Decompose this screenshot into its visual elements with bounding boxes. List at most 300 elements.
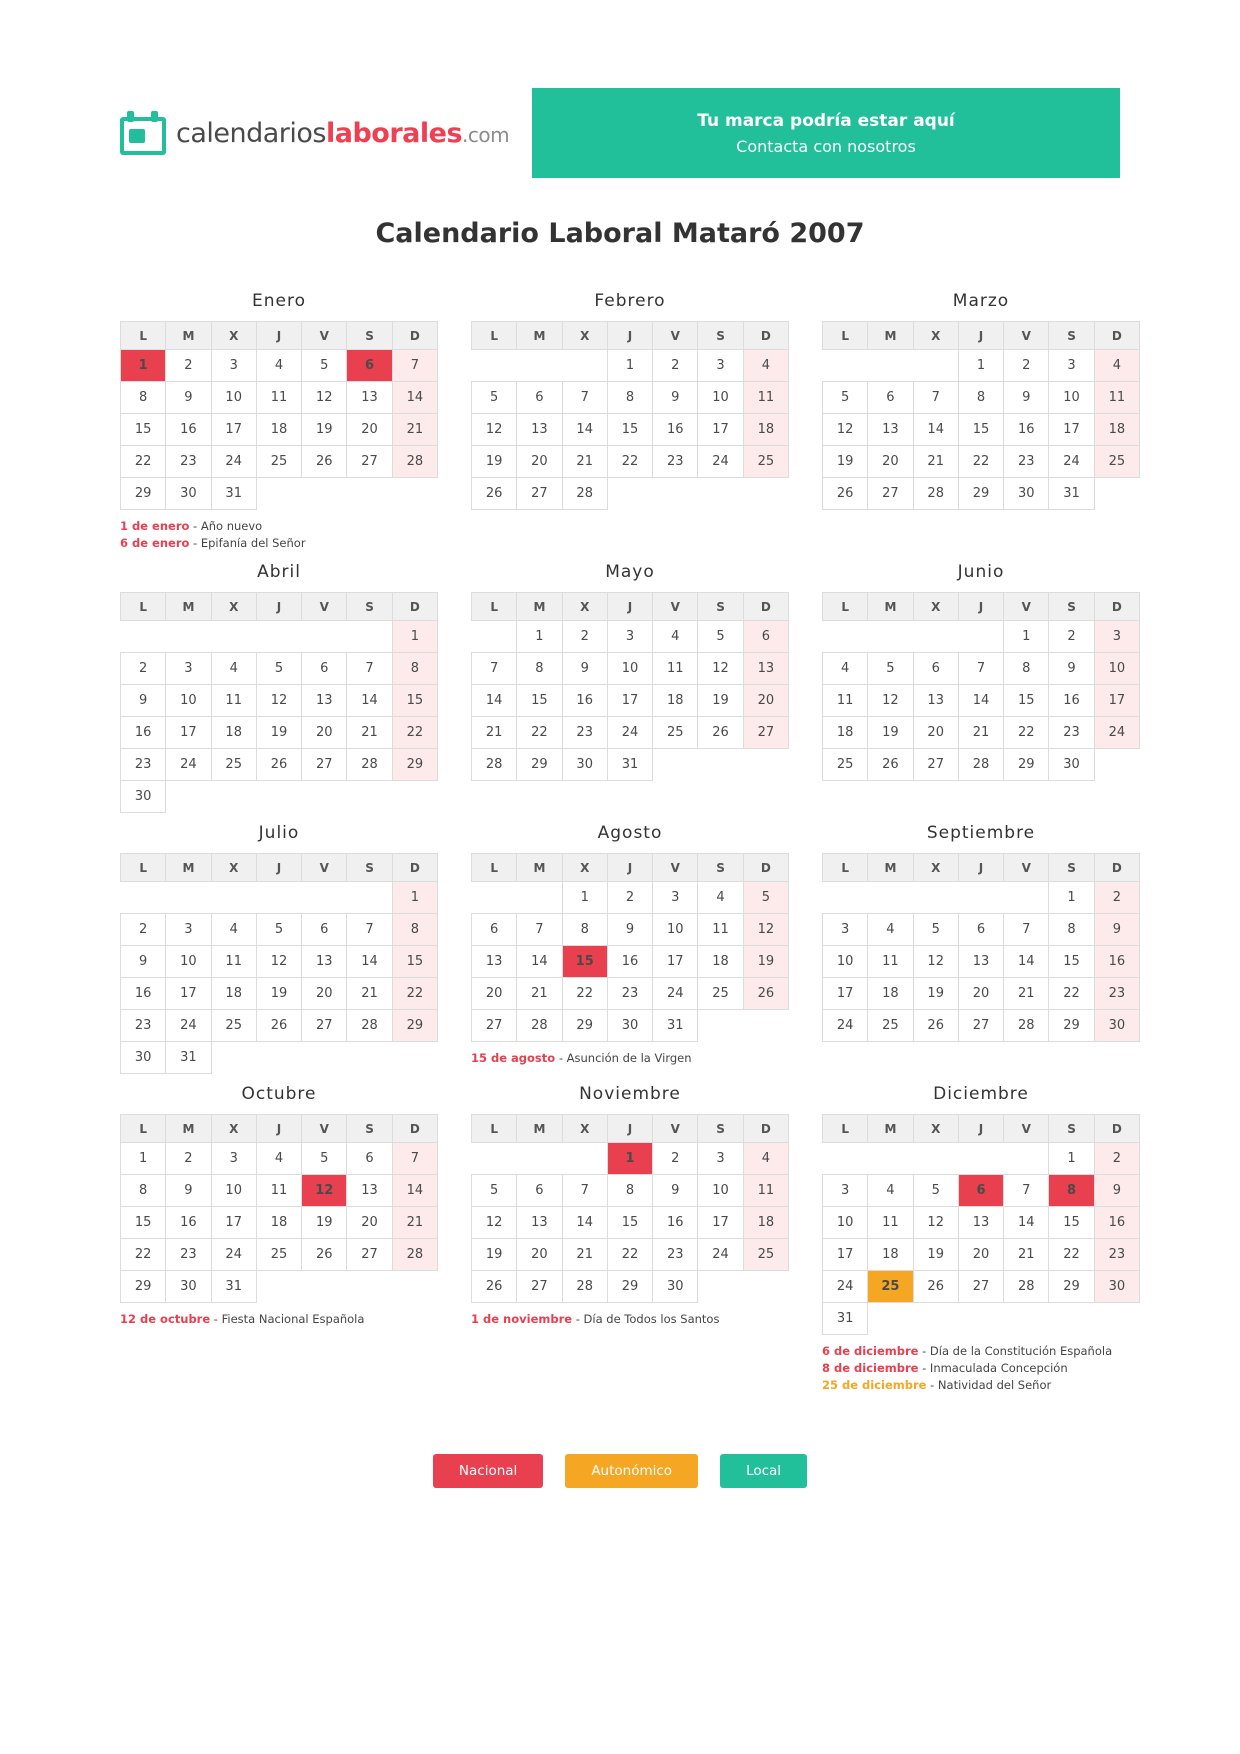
- page-header: [120, 0, 1120, 178]
- week-row: [472, 382, 789, 414]
- day-cell: 16: [1049, 685, 1094, 717]
- day-cell: 10: [166, 946, 211, 978]
- week-row: [121, 781, 438, 813]
- day-cell: 19: [868, 717, 913, 749]
- day-cell: 8: [607, 382, 652, 414]
- week-row: [121, 1175, 438, 1207]
- day-cell-sunday: 18: [1094, 414, 1139, 446]
- day-cell-empty: [166, 882, 211, 914]
- day-cell-empty: [472, 882, 517, 914]
- weekday-header: J: [607, 854, 652, 882]
- weekday-header: V: [1004, 854, 1049, 882]
- day-cell: 15: [607, 414, 652, 446]
- day-cell: 13: [347, 382, 392, 414]
- day-cell-empty: [211, 1042, 256, 1074]
- day-cell: 10: [211, 1175, 256, 1207]
- day-cell: 26: [472, 478, 517, 510]
- month-row: [120, 291, 1126, 552]
- day-cell-sunday: 16: [1094, 946, 1139, 978]
- weekday-header: D: [392, 593, 437, 621]
- weekday-header: S: [698, 854, 743, 882]
- weekday-header: S: [347, 854, 392, 882]
- day-cell: 31: [1049, 478, 1094, 510]
- day-cell: 24: [698, 1239, 743, 1271]
- day-cell: 25: [698, 978, 743, 1010]
- week-row: [823, 414, 1140, 446]
- day-cell: 28: [1004, 1010, 1049, 1042]
- weekday-header: L: [121, 322, 166, 350]
- day-cell-sunday: 1: [392, 882, 437, 914]
- day-cell-empty: [517, 1143, 562, 1175]
- day-cell: 18: [256, 414, 301, 446]
- week-row: [823, 446, 1140, 478]
- weekday-header: S: [698, 593, 743, 621]
- day-cell: 16: [607, 946, 652, 978]
- day-cell: 16: [1004, 414, 1049, 446]
- day-cell: 27: [347, 446, 392, 478]
- day-cell: 5: [472, 1175, 517, 1207]
- logo-text-1: calendarios: [176, 117, 326, 149]
- day-cell: 26: [823, 478, 868, 510]
- day-cell: 19: [823, 446, 868, 478]
- legend-item-autonomico[interactable]: Autonómico: [565, 1454, 698, 1488]
- day-cell-sunday: 29: [392, 749, 437, 781]
- holiday-note: [120, 535, 438, 552]
- weekday-header: V: [1004, 593, 1049, 621]
- month-row: [120, 562, 1126, 813]
- day-cell: 26: [256, 1010, 301, 1042]
- day-cell-sunday: 3: [1094, 621, 1139, 653]
- day-cell-sunday: 14: [392, 382, 437, 414]
- month-table: [120, 592, 438, 813]
- day-cell: 12: [256, 685, 301, 717]
- ad-banner[interactable]: [532, 88, 1120, 178]
- day-cell: 10: [823, 946, 868, 978]
- weekday-header: D: [1094, 854, 1139, 882]
- month-block: [120, 562, 438, 813]
- ad-banner-headline: Tu marca podría estar aquí: [697, 110, 955, 131]
- holiday-note-text: - Fiesta Nacional Española: [210, 1312, 365, 1326]
- day-cell: 15: [1004, 685, 1049, 717]
- day-cell-empty: [743, 1271, 788, 1303]
- weekday-header: X: [562, 593, 607, 621]
- day-cell: 3: [211, 1143, 256, 1175]
- day-cell: 13: [517, 1207, 562, 1239]
- day-cell-sunday: 29: [392, 1010, 437, 1042]
- day-cell: 24: [1049, 446, 1094, 478]
- day-cell: 1: [562, 882, 607, 914]
- day-cell: 15: [517, 685, 562, 717]
- day-cell: 29: [121, 478, 166, 510]
- day-cell-empty: [1004, 1143, 1049, 1175]
- month-block: [120, 1084, 438, 1394]
- day-cell-empty: [698, 478, 743, 510]
- logo-text-3: .com: [462, 122, 510, 147]
- day-cell-empty: [392, 1271, 437, 1303]
- week-row: [472, 946, 789, 978]
- day-cell-sunday: 18: [743, 414, 788, 446]
- day-cell-empty: [823, 1143, 868, 1175]
- day-cell-sunday: 12: [743, 914, 788, 946]
- site-logo[interactable]: [120, 111, 520, 155]
- day-cell: 24: [698, 446, 743, 478]
- day-cell: 27: [302, 749, 347, 781]
- day-cell: 17: [1049, 414, 1094, 446]
- day-cell: 19: [913, 978, 958, 1010]
- weekday-header: D: [743, 1115, 788, 1143]
- day-cell-empty: [1049, 1303, 1094, 1335]
- day-cell-sunday: 11: [743, 382, 788, 414]
- holiday-notes: [471, 1311, 789, 1328]
- day-cell: 13: [913, 685, 958, 717]
- day-cell: 12: [302, 382, 347, 414]
- day-cell: 20: [347, 414, 392, 446]
- day-cell: 29: [1004, 749, 1049, 781]
- day-cell-empty: [121, 882, 166, 914]
- weekday-header: L: [823, 322, 868, 350]
- day-cell: 24: [823, 1010, 868, 1042]
- day-cell: 14: [913, 414, 958, 446]
- legend-item-local[interactable]: Local: [720, 1454, 807, 1488]
- month-name: Mayo: [605, 562, 655, 582]
- day-cell-empty: [868, 882, 913, 914]
- day-cell-sunday: 16: [1094, 1207, 1139, 1239]
- month-table: [120, 853, 438, 1074]
- month-name: Septiembre: [926, 823, 1036, 843]
- day-cell: 29: [517, 749, 562, 781]
- day-cell: 28: [562, 1271, 607, 1303]
- day-cell: 26: [302, 446, 347, 478]
- day-cell-sunday: 21: [392, 414, 437, 446]
- day-cell: 8: [1004, 653, 1049, 685]
- week-row: [121, 1010, 438, 1042]
- day-cell: 29: [562, 1010, 607, 1042]
- day-cell: 3: [166, 653, 211, 685]
- day-cell: 7: [1004, 1175, 1049, 1207]
- day-cell-sunday: 19: [743, 946, 788, 978]
- day-cell-empty: [302, 882, 347, 914]
- day-cell: 27: [347, 1239, 392, 1271]
- weekday-header: J: [256, 1115, 301, 1143]
- weekday-header: J: [958, 1115, 1003, 1143]
- day-cell: 13: [302, 685, 347, 717]
- day-cell: 8: [958, 382, 1003, 414]
- day-cell-empty: [958, 1143, 1003, 1175]
- weekday-header: S: [1049, 854, 1094, 882]
- day-cell-empty: [347, 1042, 392, 1074]
- week-row: [823, 653, 1140, 685]
- day-cell: 3: [211, 350, 256, 382]
- week-row: [472, 1271, 789, 1303]
- day-cell: 25: [823, 749, 868, 781]
- day-cell: 2: [166, 1143, 211, 1175]
- week-row: [121, 478, 438, 510]
- day-cell-empty: [166, 781, 211, 813]
- day-cell: 7: [1004, 914, 1049, 946]
- day-cell: 20: [868, 446, 913, 478]
- day-cell: 28: [1004, 1271, 1049, 1303]
- day-cell: 23: [121, 749, 166, 781]
- day-cell-sunday: 2: [1094, 882, 1139, 914]
- day-cell: 3: [823, 1175, 868, 1207]
- weekday-header: M: [517, 593, 562, 621]
- weekday-header: M: [166, 854, 211, 882]
- month-block: [120, 823, 438, 1074]
- day-cell-sunday: 22: [392, 978, 437, 1010]
- day-cell: 1: [1049, 1143, 1094, 1175]
- day-cell: 15: [958, 414, 1003, 446]
- day-cell: 3: [823, 914, 868, 946]
- day-cell-empty: [472, 350, 517, 382]
- day-cell-sunday: 27: [743, 717, 788, 749]
- day-cell: 22: [607, 1239, 652, 1271]
- weekday-header: V: [653, 593, 698, 621]
- holiday-note-text: - Epifanía del Señor: [189, 536, 306, 550]
- weekday-header: X: [562, 1115, 607, 1143]
- day-cell: 31: [607, 749, 652, 781]
- day-cell: 20: [472, 978, 517, 1010]
- day-cell-empty: [166, 621, 211, 653]
- day-cell: 5: [698, 621, 743, 653]
- day-cell: 2: [1004, 350, 1049, 382]
- month-name: Febrero: [594, 291, 666, 311]
- week-row: [121, 1239, 438, 1271]
- day-cell-sunday: 4: [743, 1143, 788, 1175]
- day-cell: 4: [256, 1143, 301, 1175]
- day-cell: 26: [913, 1271, 958, 1303]
- day-cell: 23: [166, 446, 211, 478]
- weekday-header: J: [256, 322, 301, 350]
- day-cell: 3: [698, 1143, 743, 1175]
- week-row: [823, 1175, 1140, 1207]
- day-cell: 22: [121, 446, 166, 478]
- day-cell-sunday: 7: [392, 350, 437, 382]
- day-cell: 17: [166, 717, 211, 749]
- holiday-note: [822, 1343, 1140, 1360]
- day-cell-empty: [1094, 1303, 1139, 1335]
- month-block: [471, 1084, 789, 1394]
- day-cell: 31: [823, 1303, 868, 1335]
- month-table: [822, 321, 1140, 510]
- day-cell: 11: [256, 1175, 301, 1207]
- week-row: [823, 946, 1140, 978]
- weekday-header: M: [166, 322, 211, 350]
- day-cell: 17: [698, 414, 743, 446]
- calendar-logo-icon: [120, 111, 166, 155]
- week-row: [823, 382, 1140, 414]
- weekday-header: X: [211, 854, 256, 882]
- day-cell: 12: [698, 653, 743, 685]
- month-block: [822, 1084, 1140, 1394]
- weekday-header: X: [562, 322, 607, 350]
- weekday-header: V: [302, 322, 347, 350]
- legend-item-nacional[interactable]: Nacional: [433, 1454, 543, 1488]
- day-cell: 9: [653, 382, 698, 414]
- holiday-note-text: - Día de Todos los Santos: [572, 1312, 720, 1326]
- day-cell: 30: [1049, 749, 1094, 781]
- day-cell: 4: [868, 1175, 913, 1207]
- day-cell: 18: [653, 685, 698, 717]
- day-cell-sunday: 28: [392, 446, 437, 478]
- day-cell: 5: [472, 382, 517, 414]
- day-cell: 28: [958, 749, 1003, 781]
- day-cell-sunday: 23: [1094, 1239, 1139, 1271]
- day-cell: 5: [302, 1143, 347, 1175]
- month-block: [822, 562, 1140, 813]
- day-cell: 21: [1004, 1239, 1049, 1271]
- day-cell: 20: [913, 717, 958, 749]
- day-cell-holiday: 15: [562, 946, 607, 978]
- day-cell: 21: [562, 1239, 607, 1271]
- holiday-note-text: - Año nuevo: [189, 519, 263, 533]
- week-row: [121, 717, 438, 749]
- day-cell: 31: [653, 1010, 698, 1042]
- day-cell: 16: [166, 1207, 211, 1239]
- page-title: Calendario Laboral Mataró 2007: [375, 218, 865, 249]
- weekday-header: J: [607, 322, 652, 350]
- day-cell-sunday: 8: [392, 914, 437, 946]
- month-name: Noviembre: [579, 1084, 681, 1104]
- weekday-header: L: [121, 593, 166, 621]
- day-cell: 24: [166, 749, 211, 781]
- day-cell-sunday: 30: [1094, 1271, 1139, 1303]
- weekday-header: V: [653, 1115, 698, 1143]
- day-cell-empty: [823, 621, 868, 653]
- day-cell: 17: [823, 1239, 868, 1271]
- week-row: [121, 382, 438, 414]
- day-cell-empty: [302, 478, 347, 510]
- day-cell: 28: [562, 478, 607, 510]
- month-table: [120, 1114, 438, 1303]
- month-table: [471, 592, 789, 781]
- day-cell: 2: [653, 1143, 698, 1175]
- day-cell: 19: [302, 414, 347, 446]
- weekday-header: L: [472, 593, 517, 621]
- weekday-header: D: [1094, 593, 1139, 621]
- month-name: Enero: [252, 291, 306, 311]
- day-cell-empty: [653, 749, 698, 781]
- week-row: [121, 1042, 438, 1074]
- weekday-header: X: [913, 593, 958, 621]
- day-cell: 23: [607, 978, 652, 1010]
- holiday-note: [822, 1360, 1140, 1377]
- day-cell: 22: [1049, 978, 1094, 1010]
- day-cell-sunday: 25: [1094, 446, 1139, 478]
- week-row: [823, 882, 1140, 914]
- day-cell-empty: [256, 478, 301, 510]
- day-cell: 19: [256, 717, 301, 749]
- day-cell: 6: [517, 382, 562, 414]
- weekday-header: X: [211, 1115, 256, 1143]
- week-row: [823, 1143, 1140, 1175]
- weekday-header: M: [517, 1115, 562, 1143]
- day-cell: 27: [517, 478, 562, 510]
- day-cell: 16: [166, 414, 211, 446]
- day-cell: 15: [607, 1207, 652, 1239]
- day-cell: 21: [517, 978, 562, 1010]
- day-cell-sunday: 6: [743, 621, 788, 653]
- day-cell: 16: [121, 717, 166, 749]
- week-row: [472, 749, 789, 781]
- week-row: [823, 749, 1140, 781]
- weekday-header: S: [698, 1115, 743, 1143]
- day-cell-sunday: 23: [1094, 978, 1139, 1010]
- day-cell-empty: [698, 1010, 743, 1042]
- day-cell: 9: [166, 1175, 211, 1207]
- day-cell: 11: [868, 946, 913, 978]
- week-row: [472, 621, 789, 653]
- day-cell-empty: [1004, 1303, 1049, 1335]
- weekday-header: S: [347, 322, 392, 350]
- weekday-header: X: [211, 322, 256, 350]
- weekday-header: L: [823, 1115, 868, 1143]
- day-cell: 14: [347, 685, 392, 717]
- weekday-header: S: [1049, 1115, 1094, 1143]
- weekday-header: L: [472, 854, 517, 882]
- day-cell: 27: [958, 1010, 1003, 1042]
- day-cell: 8: [607, 1175, 652, 1207]
- week-row: [823, 1207, 1140, 1239]
- day-cell: 9: [653, 1175, 698, 1207]
- day-cell-empty: [517, 350, 562, 382]
- day-cell: 9: [1049, 653, 1094, 685]
- day-cell: 19: [256, 978, 301, 1010]
- day-cell-sunday: 28: [392, 1239, 437, 1271]
- weekday-header: J: [256, 854, 301, 882]
- day-cell-sunday: 14: [392, 1175, 437, 1207]
- weekday-header: D: [743, 322, 788, 350]
- week-row: [823, 978, 1140, 1010]
- weekday-header: J: [958, 593, 1003, 621]
- day-cell: 14: [958, 685, 1003, 717]
- logo-text-2: laborales: [326, 117, 463, 149]
- day-cell-sunday: 21: [392, 1207, 437, 1239]
- day-cell: 30: [562, 749, 607, 781]
- day-cell: 9: [607, 914, 652, 946]
- day-cell: 8: [517, 653, 562, 685]
- day-cell: 18: [256, 1207, 301, 1239]
- week-row: [823, 1010, 1140, 1042]
- weekday-header: V: [653, 854, 698, 882]
- day-cell-empty: [913, 350, 958, 382]
- day-cell: 10: [698, 382, 743, 414]
- weekday-header: M: [868, 1115, 913, 1143]
- month-table: [822, 1114, 1140, 1335]
- month-table: [471, 1114, 789, 1303]
- day-cell: 24: [211, 446, 256, 478]
- week-row: [823, 478, 1140, 510]
- day-cell: 1: [1049, 882, 1094, 914]
- weekday-header: X: [562, 854, 607, 882]
- day-cell: 20: [958, 978, 1003, 1010]
- day-cell: 29: [958, 478, 1003, 510]
- day-cell: 13: [302, 946, 347, 978]
- day-cell: 29: [1049, 1010, 1094, 1042]
- day-cell-sunday: 25: [743, 1239, 788, 1271]
- week-row: [823, 621, 1140, 653]
- day-cell: 30: [166, 478, 211, 510]
- holiday-notes: [471, 1050, 789, 1067]
- weekday-header: D: [1094, 322, 1139, 350]
- day-cell: 21: [347, 717, 392, 749]
- day-cell: 14: [517, 946, 562, 978]
- day-cell: 5: [868, 653, 913, 685]
- day-cell: 22: [562, 978, 607, 1010]
- day-cell: 28: [347, 749, 392, 781]
- day-cell-empty: [347, 1271, 392, 1303]
- day-cell: 31: [166, 1042, 211, 1074]
- day-cell: 23: [653, 1239, 698, 1271]
